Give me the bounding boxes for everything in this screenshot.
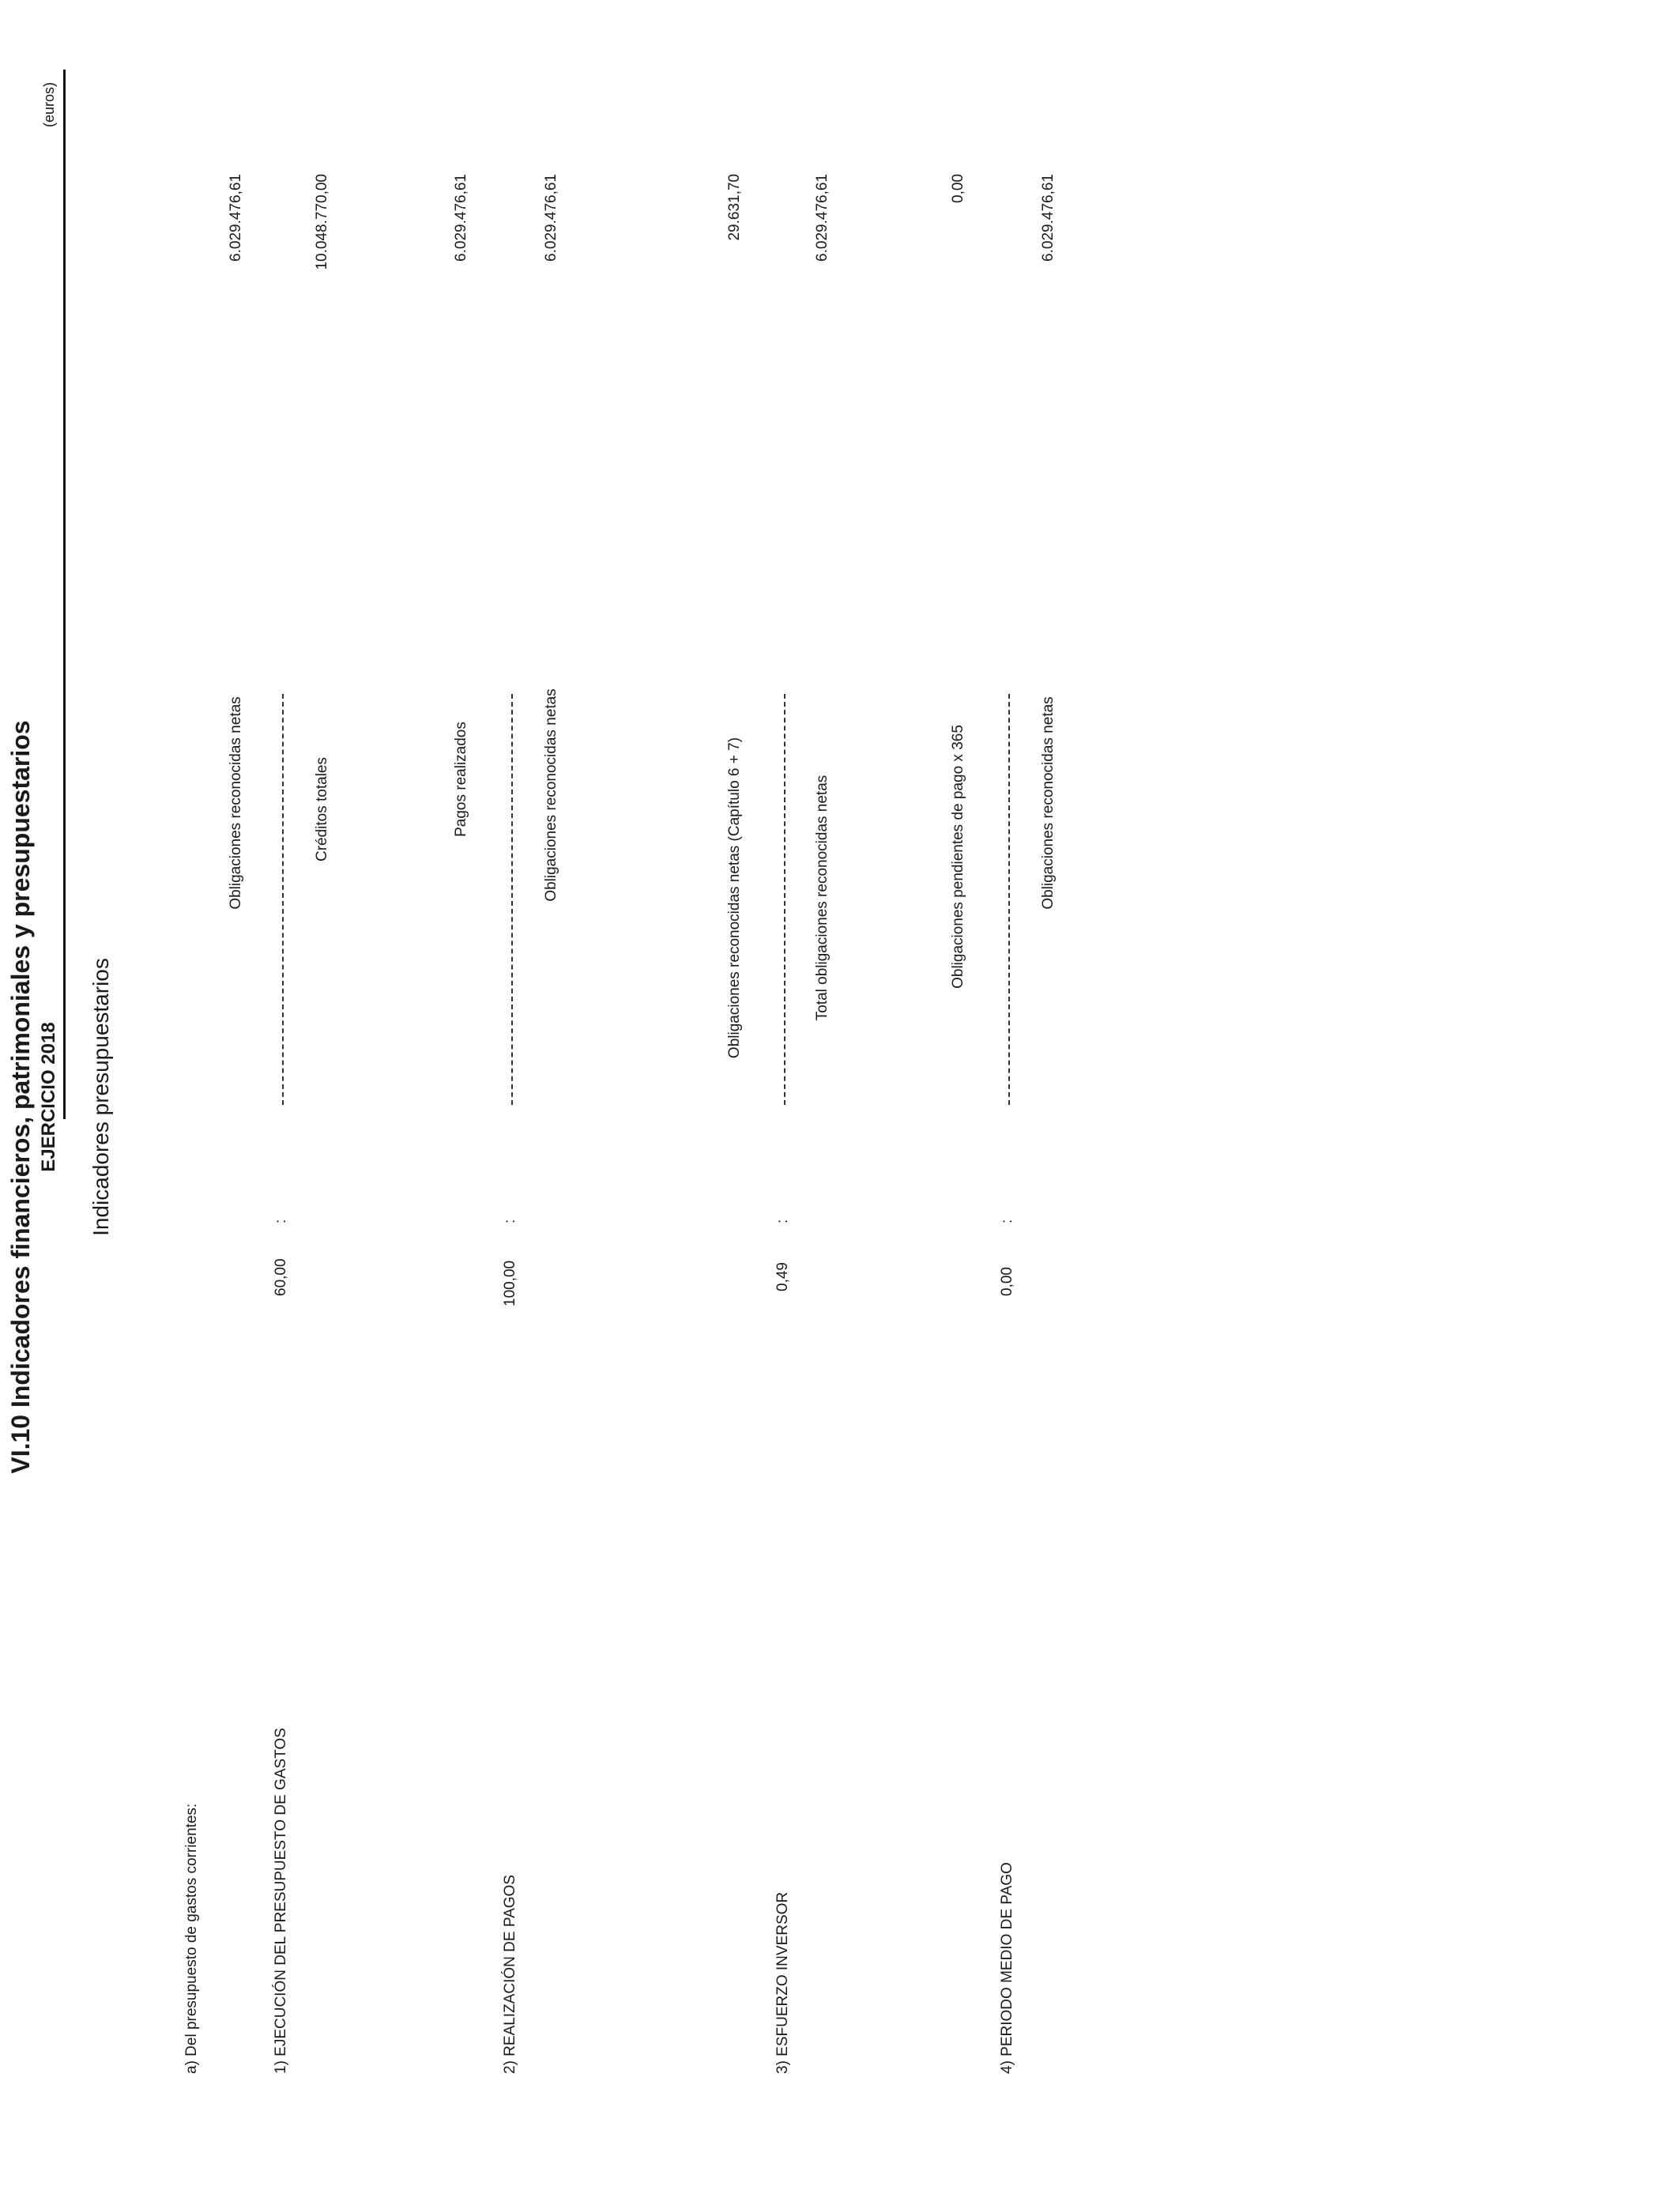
numerator-label: Obligaciones reconocidas netas (Capítulo 6 + 7) bbox=[726, 737, 743, 1059]
numerator-value: 0,00 bbox=[950, 174, 966, 203]
group-label: a) Del presupuesto de gastos corrientes: bbox=[183, 1803, 200, 2074]
denominator-value: 10.048.770,00 bbox=[314, 174, 330, 270]
numerator-label: Pagos realizados bbox=[453, 722, 469, 837]
indicator-value: 100,00 bbox=[502, 1260, 518, 1306]
title-rule bbox=[63, 70, 66, 1119]
denominator-label: Obligaciones reconocidas netas bbox=[543, 688, 559, 902]
numerator-label: Obligaciones reconocidas netas bbox=[228, 696, 244, 910]
numerator-value: 29.631,70 bbox=[726, 174, 743, 241]
fraction-line bbox=[1008, 694, 1010, 1105]
indicator-label: 1) EJECUCIÓN DEL PRESUPUESTO DE GASTOS bbox=[273, 1728, 289, 2074]
indicator-colon: : bbox=[273, 1219, 289, 1223]
indicator-label: 3) ESFUERZO INVERSOR bbox=[774, 1891, 791, 2074]
denominator-label: Total obligaciones reconocidas netas bbox=[814, 775, 831, 1021]
denominator-value: 6.029.476,61 bbox=[1040, 174, 1057, 262]
denominator-label: Obligaciones reconocidas netas bbox=[1040, 696, 1057, 910]
numerator-value: 6.029.476,61 bbox=[228, 174, 244, 262]
denominator-label: Créditos totales bbox=[314, 757, 330, 862]
numerator-value: 6.029.476,61 bbox=[453, 174, 469, 262]
indicator-label: 2) REALIZACIÓN DE PAGOS bbox=[502, 1875, 518, 2074]
indicator-colon: : bbox=[999, 1219, 1015, 1223]
fraction-line bbox=[282, 694, 284, 1105]
numerator-label: Obligaciones pendientes de pago x 365 bbox=[950, 725, 966, 989]
denominator-value: 6.029.476,61 bbox=[543, 174, 559, 262]
indicator-colon: : bbox=[502, 1219, 518, 1223]
fraction-line bbox=[784, 694, 785, 1105]
page-subtitle: EJERCICIO 2018 bbox=[38, 1022, 59, 1172]
indicator-colon: : bbox=[774, 1219, 791, 1223]
indicator-value: 0,00 bbox=[999, 1267, 1015, 1296]
section-title: Indicadores presupuestarios bbox=[89, 958, 113, 1236]
page-title: VI.10 Indicadores financieros, patrimoniales y presupuestarios bbox=[6, 720, 35, 1474]
fraction-line bbox=[511, 694, 513, 1105]
indicator-value: 60,00 bbox=[273, 1258, 289, 1296]
unit-label: (euros) bbox=[41, 81, 57, 127]
denominator-value: 6.029.476,61 bbox=[814, 174, 831, 262]
indicator-label: 4) PERIODO MEDIO DE PAGO bbox=[999, 1862, 1015, 2074]
indicator-value: 0,49 bbox=[774, 1262, 791, 1291]
